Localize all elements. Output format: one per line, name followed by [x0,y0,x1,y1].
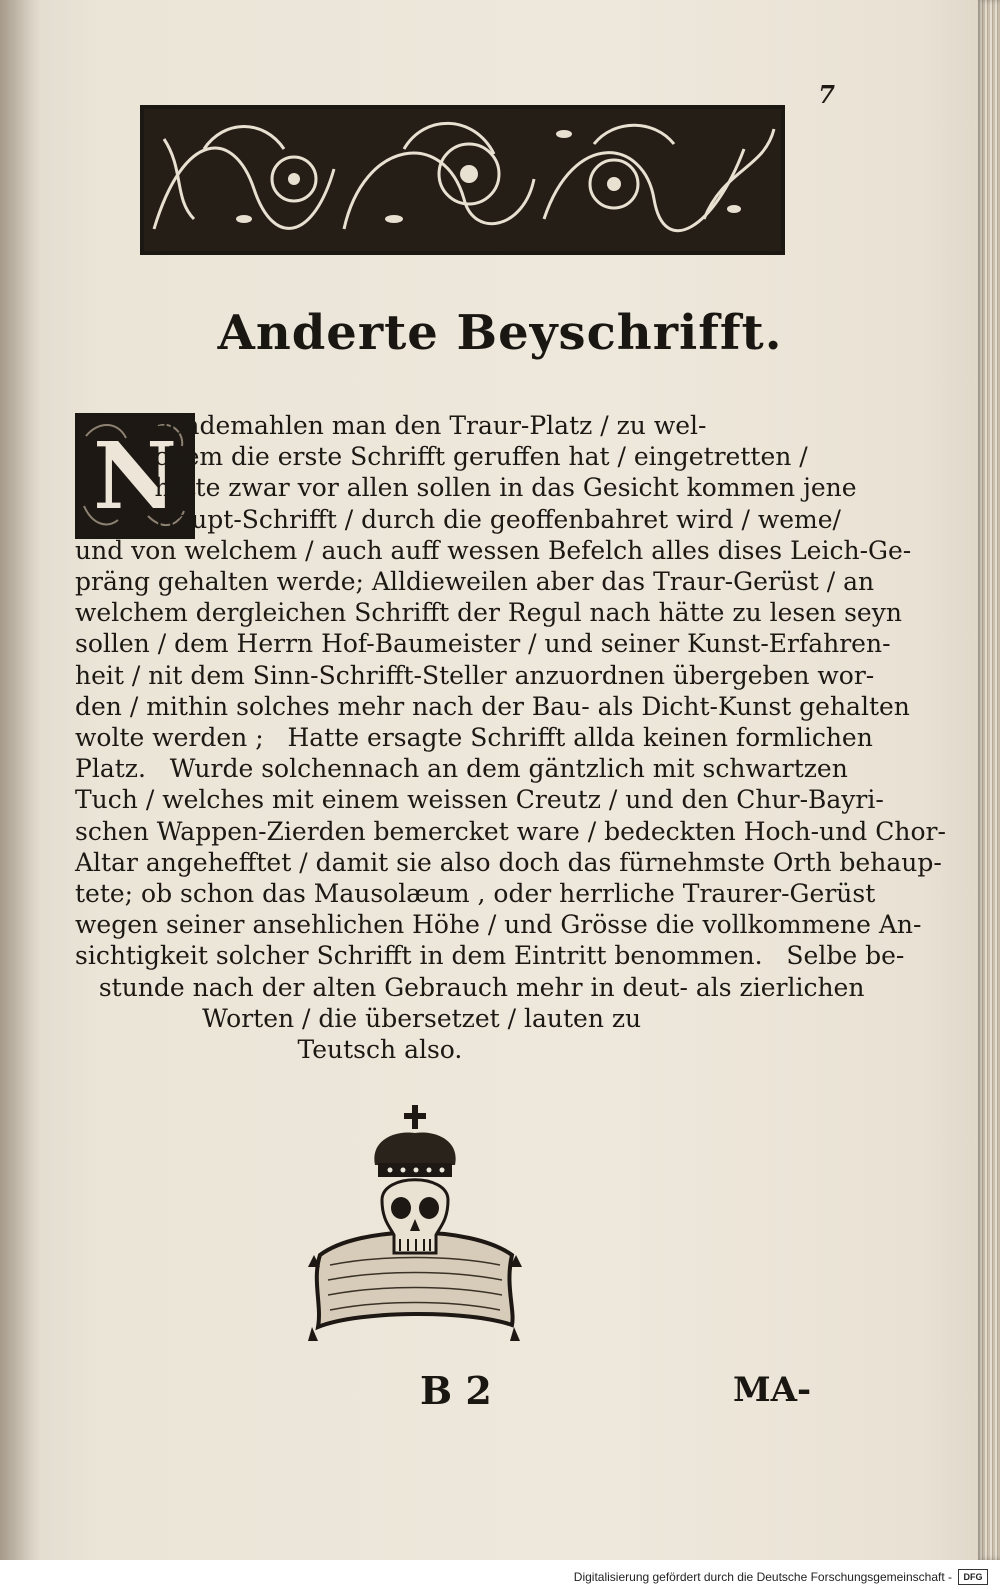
text-line: chem die erste Schrifft geruffen hat / eingetretten / [75,442,808,472]
text-line: wegen seiner ansehlichen Höhe / und Grösse die vollkommene An- [75,910,922,940]
text-line: sichtigkeit solcher Schrifft in dem Eintritt benommen. Selbe be- [75,941,905,971]
catchword: MA- [733,1370,812,1410]
text-line: heit / nit dem Sinn-Schrifft-Steller anzuordnen übergeben wor- [75,660,875,690]
footer-bar [0,1560,1000,1590]
text-line: welchem dergleichen Schrifft der Regul nach hätte zu lesen seyn [75,598,902,628]
text-line: den / mithin solches mehr nach der Bau- als Dicht-Kunst gehalten [75,691,910,721]
body-paragraph [75,410,946,1065]
text-line: Platz. Wurde solchennach an dem gäntzlich mit schwartzen [75,754,848,784]
section-heading: Anderte Beyschrifft. [217,305,783,361]
page-number: 7 [818,80,835,109]
text-line: stunde nach der alten Gebrauch mehr in deut- als zierlichen [75,972,865,1002]
text-line: präng gehalten werde; Alldieweilen aber das Traur-Gerüst / an [75,567,875,597]
decorative-headpiece [140,105,785,255]
text-line: Tuch / welches mit einem weissen Creutz / und den Chur-Bayri- [75,785,884,815]
text-line: sollen / dem Herrn Hof-Baumeister / und seiner Kunst-Erfahren- [75,629,891,659]
text-line: wolte werden ; Hatte ersagte Schrifft allda keinen formlichen [75,723,873,753]
text-line: schen Wappen-Zierden bemercket ware / bedeckten Hoch-und Chor- [75,816,946,846]
signature-mark: B 2 [420,1368,492,1413]
text-line: tete; ob schon das Mausolæum , oder herrliche Traurer-Gerüst [75,879,876,909]
text-line: Teutsch also. [75,1035,463,1065]
text-line: achdemahlen man den Traur-Platz / zu wel- [75,411,707,440]
text-line: hätte zwar vor allen sollen in das Gesicht kommen jene [75,473,857,503]
text-line: Worten / die übersetzet / lauten zu [75,1003,642,1033]
crowned-skull-vignette [300,1105,530,1345]
digitization-credit: Digitalisierung gefördert durch die Deutsche Forschungsgemeinschaft - [573,1570,952,1584]
text-line: Altar angehefftet / damit sie also doch das fürnehmste Orth behaup- [75,847,942,877]
text-line: Haupt-Schrifft / durch die geoffenbahret wird / weme/ [75,504,841,534]
initial-letter: N [92,422,178,530]
gutter-shadow [0,0,40,1590]
dfg-logo: DFG [958,1569,988,1585]
page-edges [978,0,1000,1560]
text-line: und von welchem / auch auff wessen Befelch alles dises Leich-Ge- [75,535,912,565]
